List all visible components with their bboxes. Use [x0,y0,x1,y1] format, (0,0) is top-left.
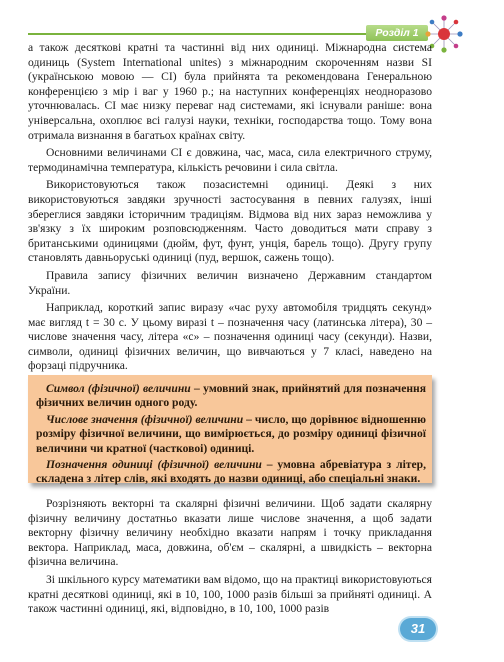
page-number: 31 [400,618,436,640]
paragraph-text: Основними величинами СІ є довжина, час, маса, сила електричного струму, термодинамічна температура, кількість речовини і сила світла. [28,146,432,174]
definition [36,382,426,411]
paragraph [28,269,432,298]
definition-term: Символ (фізичної) величини [46,382,191,395]
section-label: Розділ 1 [366,25,428,41]
paragraph [28,41,432,143]
definition-text: – умовний знак, прийнятий для позначення фізичних величин одного роду. [36,382,427,410]
definition [36,413,426,456]
header-rule [28,33,368,35]
paragraph-text: а також десяткові кратні та частинні від них одиниці. Міжнародна система одиниць (System International unites) з міжнародним скороченням назви SI (українською мовою — СІ) була прийнята та рекомендована Генеральною конференцією з мір і ваг у 1960 р.; на наступних конференціях неодноразово уточнювалась. СІ має низку переваг над системами, які існували раніше: вона універсальна, охоплює всі галузі науки, техніки, господарства тощо. Тому вона отримала визнання в багатьох країнах світу. [28,41,432,142]
paragraph [28,146,432,175]
definition-text: – умовна абревіатура з літер, складена з літер слів, які входять до назви одиниці, або спеціальні знаки. [36,458,426,486]
paragraph [28,573,432,617]
paragraph-text: Зі шкільного курсу математики вам відомо, що на практиці використовуються кратні десяткові одиниці, які в 10, 100, 1000 разів більші за прийняті одиниці. А також частинні одиниці, які, відповідно, в 10, 100, 1000 разів [28,572,432,616]
body-text-top [28,41,432,377]
paragraph [28,497,432,570]
definition-term: Позначення одиниці (фізичної) величини [46,458,262,472]
paragraph-text: Наприклад, короткий запис виразу «час руху автомобіля тридцять секунд» має вигляд t = 30 с. У цьому виразі t – позначення часу (латинська літера), 30 – числове значення часу, літера «с» – позначення одиниці часу (секунди). Назви, символи, одиниці фізичних величин, що вивчаються у 7 класі, наведено на форзаці підручника. [28,301,432,373]
definition-term: Числове значення (фізичної) величини [46,412,244,426]
body-text-bottom [28,497,432,620]
page-header [0,14,504,42]
paragraph-text: Правила запису фізичних величин визначено Державним стандартом України. [28,268,432,297]
paragraph-text: Використовуються також позасистемні одиниці. Деякі з них використовуються завдяки зручності застосування в певних галузях, інші збереглися завдяки історичним традиціям. Відмова від них зараз неможлива у зв'язку з їх широким розповсюдженням. Часто доводиться мати справу з британськими одиницями (дюйм, фут, фунт, унція, барель тощо). Другу групу становлять давньоруські одиниці (пуд, вершок, сажень тощо). [28,178,432,265]
definition-box [28,375,432,486]
paragraph [28,178,432,266]
definition [36,458,426,487]
definition-text: – число, що дорівнює відношенню розміру фізичної величини, що вимірюється, до розміру одиниці фізичної величини чи кратної (частковоі) одиниці. [36,412,426,455]
paragraph-text: Розрізняють векторні та скалярні фізичні величини. Щоб задати скалярну фізичну величину достатньо вказати лише числове значення, а щоб задати векторну фізичну величину необхідно вказати напрям і точку прикладання вектора. Наприклад, маса, довжина, об'єм – скалярні, а швидкість – векторна фізична величина. [28,497,432,569]
paragraph [28,301,432,374]
